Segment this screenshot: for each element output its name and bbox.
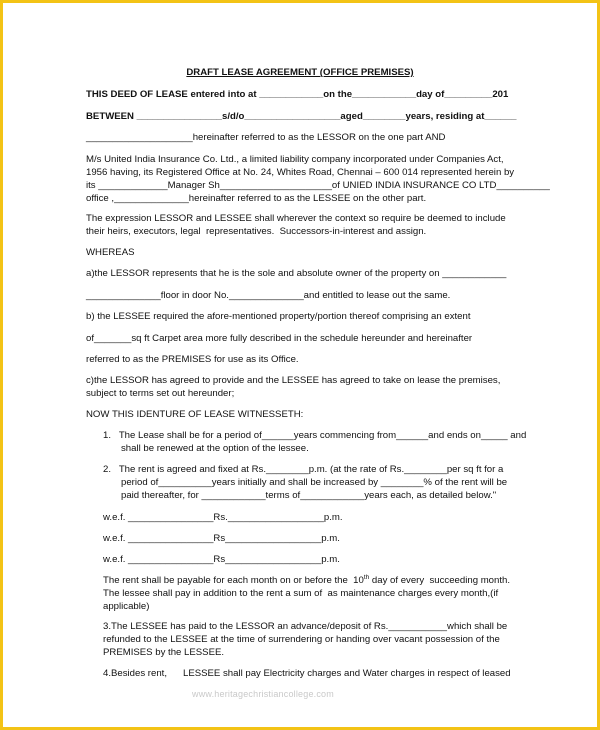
paragraph-line: referred to as the PREMISES for use as its Office.	[86, 354, 299, 365]
paragraph-line: its _____________Manager Sh_____________________of UNIED INDIA INSURANCE CO LTD__________	[86, 180, 550, 191]
rent-payable-text-end: day of every succeeding month.	[369, 575, 511, 586]
lessor-line: ____________________hereinafter referred to as the LESSOR on the one part AND	[86, 132, 446, 143]
rent-payable-line	[103, 574, 510, 587]
paragraph-line: refunded to the LESSEE at the time of surrendering or handing over vacant possession of the	[103, 634, 500, 645]
paragraph-line: subject to terms set out hereunder;	[86, 388, 235, 399]
deed-line: THIS DEED OF LEASE entered into at ____________on the____________day of_________201	[86, 89, 509, 100]
paragraph-line: 4.Besides rent, LESSEE shall pay Electricity charges and Water charges in respect of leased	[103, 668, 511, 679]
between-line: BETWEEN ________________s/d/o__________________aged________years, residing at______	[86, 111, 517, 122]
clause-line: shall be renewed at the option of the lessee.	[121, 443, 309, 454]
clause-line: 1. The Lease shall be for a period of______years commencing from______and ends on_____ and	[103, 430, 527, 441]
ordinal-suffix: th	[363, 573, 370, 581]
paragraph-line: applicable)	[103, 601, 150, 612]
paragraph-line: their heirs, executors, legal representatives. Successors-in-interest and assign.	[86, 226, 427, 237]
clause-line: paid thereafter, for ____________terms of____________years each, as detailed below."	[121, 490, 497, 501]
paragraph-line: PREMISES by the LESSEE.	[103, 647, 225, 658]
witnesseth-heading: NOW THIS IDENTURE OF LEASE WITNESSETH:	[86, 409, 304, 420]
paragraph-line: b) the LESSEE required the afore-mentioned property/portion thereof comprising an extent	[86, 311, 471, 322]
paragraph-line: The lessee shall pay in addition to the rent a sum of as maintenance charges every month,(if	[103, 588, 499, 599]
wef-line: w.e.f. ________________Rs.__________________p.m.	[103, 512, 343, 523]
rent-payable-text: The rent shall be payable for each month on or before the 10	[103, 575, 364, 586]
paragraph-line: 1956 having, its Registered Office at No. 24, Whites Road, Chennai – 600 014 represented herein by	[86, 167, 515, 178]
clause-line: 2. The rent is agreed and fixed at Rs.________p.m. (at the rate of Rs.________per sq ft for a	[103, 464, 504, 475]
paragraph-line: of_______sq ft Carpet area more fully described in the schedule hereunder and hereinafter	[86, 333, 473, 344]
clause-line: period of__________years initially and shall be increased by ________% of the rent will be	[121, 477, 508, 488]
paragraph-line: The expression LESSOR and LESSEE shall wherever the context so require be deemed to include	[86, 213, 506, 224]
paragraph-line: c)the LESSOR has agreed to provide and the LESSEE has agreed to take on lease the premises,	[86, 375, 501, 386]
paragraph-line: a)the LESSOR represents that he is the sole and absolute owner of the property on ____________	[86, 268, 507, 279]
paragraph-line: M/s United India Insurance Co. Ltd., a limited liability company incorporated under Companies Act,	[86, 154, 504, 165]
paragraph-line: ______________floor in door No.______________and entitled to lease out the same.	[86, 290, 451, 301]
paragraph-line: office ,______________hereinafter referred to as the LESSEE on the other part.	[86, 193, 427, 204]
whereas-heading: WHEREAS	[86, 247, 135, 258]
watermark: www.heritagechristiancollege.com	[192, 689, 334, 699]
document-title: DRAFT LEASE AGREEMENT (OFFICE PREMISES)	[186, 67, 414, 78]
wef-line: w.e.f. ________________Rs__________________p.m.	[103, 533, 340, 544]
wef-line: w.e.f. ________________Rs__________________p.m.	[103, 554, 340, 565]
paragraph-line: 3.The LESSEE has paid to the LESSOR an advance/deposit of Rs.___________which shall be	[103, 621, 508, 632]
